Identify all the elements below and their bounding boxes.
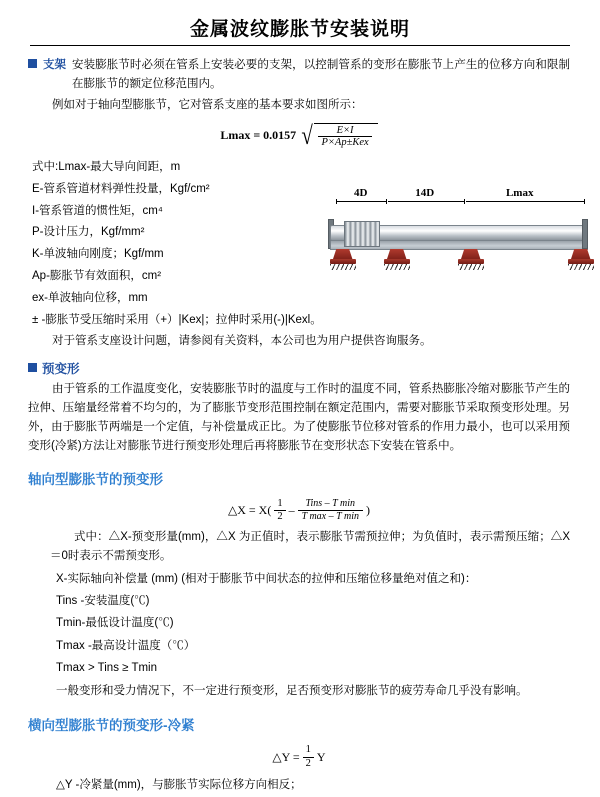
formula-delta-x-half <box>274 498 285 524</box>
definitions-and-figure <box>28 155 570 332</box>
formula-delta-y-inner <box>272 744 325 770</box>
axial-line-5: Tmax -最高设计温度（℃） <box>56 639 196 652</box>
support-ground-hatch <box>568 264 594 270</box>
formula-delta-x-inner <box>228 498 370 524</box>
formula-delta-x-rhs: ) <box>366 503 370 518</box>
dimension-tick <box>464 199 465 204</box>
section-support-paragraph-2: 例如对于轴向型膨胀节，它对管系支座的基本要求如图所示： <box>52 98 363 111</box>
dimension-tick <box>584 199 585 204</box>
half-denominator: 2 <box>274 510 285 524</box>
section-support-paragraph-1: 安装膨胀节时必须在管系上安装必要的支架，以控制管系的变形在膨胀节上产生的位移方向和限制在膨胀节的额定位移范围内。 <box>72 59 570 90</box>
lateral-line-1: △Y -冷紧量(mm)，与膨胀节实际位移方向相反； <box>56 779 302 792</box>
formula-delta-y-lhs: △Y = <box>272 749 300 764</box>
fraction-numerator: Tins – T min <box>305 497 356 509</box>
sqrt-glyph: √ <box>301 120 314 150</box>
support-ground-hatch <box>458 264 484 270</box>
title-divider <box>30 45 570 46</box>
subsection-lateral-heading: 横向型膨胀节的预变形-冷紧 <box>28 718 195 734</box>
definition-item: E-管系管道材料弹性投量，Kgf/cm² <box>32 182 210 195</box>
formula-delta-x <box>28 498 570 524</box>
axial-line-4: Tmin-最低设计温度(℃) <box>56 617 174 630</box>
subsection-axial-heading: 轴向型膨胀节的预变形 <box>28 471 163 487</box>
bullet-square-icon <box>28 363 37 372</box>
section-predeform-header <box>28 359 570 377</box>
dimension-line-1 <box>336 201 386 202</box>
page-title: 金属波纹膨胀节安装说明 <box>189 19 410 40</box>
definition-item: P-设计压力，Kgf/mm² <box>32 226 145 239</box>
section-predeform-paragraph-1: 由于管系的工作温度变化，安装膨胀节时的温度与工作时的温度不同，管系热膨胀冷缩对膨胀节产生的拉伸、压缩量经常着不均匀的，为了膨胀节变形范围控制在额定范围内，需要对膨胀节采取预变形处理。另外，由于膨胀节两端是一个定值，与补偿量成正比。为了使膨胀节位移对管系的作用力最小，也可以采用预变形(冷紧)方法让对膨胀节进行预变形处理后再将膨胀节在变形状态下安装在管系中。 <box>28 382 570 452</box>
dimension-tick <box>386 199 387 204</box>
definitions-list <box>28 157 322 332</box>
pipe-support-anchor <box>330 249 356 267</box>
section-predeform-label: 预变形 <box>42 361 80 376</box>
document-page <box>0 14 600 792</box>
bellows-expansion-joint <box>344 221 380 247</box>
formula-delta-y-rhs: Y <box>316 749 326 764</box>
support-ground-hatch <box>384 264 410 270</box>
document-content <box>0 56 600 797</box>
support-ground-hatch <box>330 264 356 270</box>
dimension-label-lmax: Lmax <box>505 186 534 199</box>
pipe-support-diagram <box>322 187 592 297</box>
axial-line-7: 一般变形和受力情况下，不一定进行预变形，足否预变形对膨胀节的疲劳寿命几乎没有影响。 <box>56 684 528 697</box>
pipe-end-cap-right <box>582 219 588 249</box>
formula-delta-y <box>28 744 570 770</box>
axial-line-2: X-实际轴向补偿量 (mm) (相对于膨胀节中间状态的拉伸和压缩位移量绝对值之和)： <box>56 572 477 585</box>
dimension-line-2 <box>388 201 464 202</box>
fraction-denominator: T max – T min <box>298 510 363 524</box>
figure-column <box>322 155 592 297</box>
formula-delta-x-fraction <box>298 498 363 524</box>
axial-line-3: Tins -安装温度(℃) <box>56 595 150 608</box>
axial-line-1: 式中：△X-预变形量(mm)，△X 为正值时，表示膨胀节需预拉伸；为负值时，表示需预压缩；△X＝0时表示不需预变形。 <box>50 530 570 562</box>
formula-lmax-numerator: E×I <box>336 125 354 137</box>
dimension-label-4d: 4D <box>353 186 368 199</box>
section-support-note: 对于管系支座设计问题，请参阅有关资料，本公司也为用户提供咨询服务。 <box>52 334 432 347</box>
pipe-support-guide-2 <box>458 249 484 267</box>
half-denominator: 2 <box>303 757 314 771</box>
formula-lmax <box>184 120 414 150</box>
half-numerator: 1 <box>277 497 283 509</box>
formula-delta-x-minus: – <box>288 503 295 518</box>
definition-item: 式中:Lmax-最大导向间距，m <box>32 160 181 173</box>
pipe-support-guide-3 <box>568 249 594 267</box>
definition-item: Ap-膨胀节有效面积，cm² <box>32 270 162 283</box>
section-support-header <box>28 56 570 94</box>
dimension-line-3 <box>466 201 584 202</box>
definition-item: K-单波轴向刚度；Kgf/mm <box>32 248 164 261</box>
radical-symbol-icon <box>300 120 378 150</box>
pipe-support-guide-1 <box>384 249 410 267</box>
definition-item: ex-单波轴向位移，mm <box>32 291 148 304</box>
half-numerator: 1 <box>305 744 311 756</box>
formula-delta-y-half <box>303 744 314 770</box>
definition-item: ± -膨胀节受压缩时采用（+）|Kex|；拉伸时采用(-)|Kexl。 <box>32 313 322 326</box>
radical-body <box>314 123 377 149</box>
definition-item: I-管系管道的惯性矩，cm⁴ <box>32 204 163 217</box>
formula-lmax-lead: Lmax = 0.0157 <box>220 128 297 143</box>
section-support-label: 支架 <box>43 59 66 71</box>
formula-lmax-denominator: P×Ap±Kex <box>318 136 371 148</box>
dimension-label-14d: 14D <box>415 186 435 199</box>
formula-delta-x-lhs: △X = X( <box>228 503 272 518</box>
formula-lmax-fraction <box>318 125 371 148</box>
dimension-tick <box>336 199 337 204</box>
axial-line-6: Tmax > Tins ≥ Tmin <box>56 662 157 675</box>
bullet-square-icon <box>28 59 37 68</box>
